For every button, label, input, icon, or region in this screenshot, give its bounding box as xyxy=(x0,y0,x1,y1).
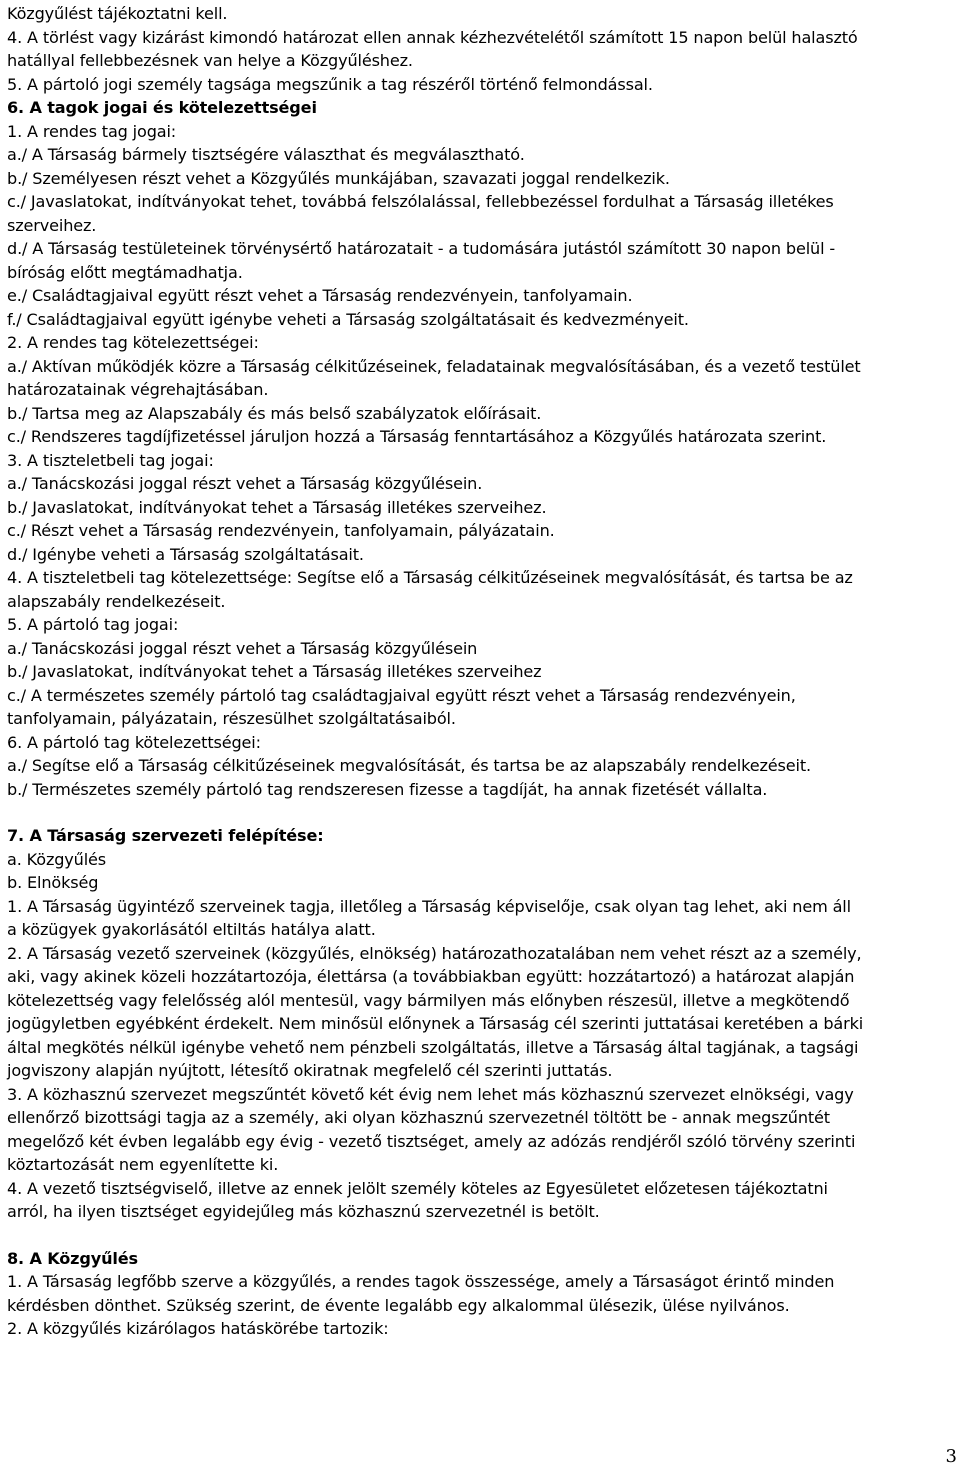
text-line: 1. A Társaság legfőbb szerve a közgyűlés, a rendes tagok összessége, amely a Társaságot érintő minden xyxy=(7,1272,835,1291)
text-line: b./ Természetes személy pártoló tag rendszeresen fizesse a tagdíját, ha annak fizetését vállalta. xyxy=(7,779,768,799)
text-line: 2. A közgyűlés kizárólagos hatáskörébe tartozik: xyxy=(7,1319,389,1338)
text-line: a. Közgyűlés xyxy=(7,849,107,869)
page-number: 3 xyxy=(945,1446,957,1467)
text-line: c./ Rendszeres tagdíjfizetéssel járuljon hozzá a Társaság fenntartásához a Közgyűlés határozata szerint. xyxy=(7,427,827,446)
text-line: c./ Részt vehet a Társaság rendezvényein, tanfolyamain, pályázatain. xyxy=(7,521,555,540)
paragraph-gap xyxy=(7,1224,953,1247)
text-line: tanfolyamain, pályázatain, részesülhet szolgáltatásaiból. xyxy=(7,709,456,728)
text-line: aki, vagy akinek közeli hozzátartozója, élettársa (a továbbiakban együtt: hozzátartozó) a határozat alapján xyxy=(7,967,855,986)
text-line: b./ Személyesen részt vehet a Közgyűlés munkájában, szavazati joggal rendelkezik. xyxy=(7,168,670,188)
text-line: c./ Javaslatokat, indítványokat tehet, továbbá felszólalással, fellebbezéssel fordulhat a Társaság illetékes xyxy=(7,192,834,211)
text-line: jogviszony alapján nyújtott, létesítő okiratnak megfelelő cél szerinti juttatás. xyxy=(7,1061,613,1080)
text-line: b. Elnökség xyxy=(7,873,99,892)
text-line: a közügyek gyakorlásától eltiltás hatálya alatt. xyxy=(7,920,376,939)
text-line: a./ Tanácskozási joggal részt vehet a Társaság közgyűlésein xyxy=(7,638,478,658)
text-line: jogügyletben egyébként érdekelt. Nem minősül előnynek a Társaság cél szerinti juttatásai keretében a bárki xyxy=(7,1014,864,1033)
text-line: b./ Javaslatokat, indítványokat tehet a Társaság illetékes szerveihez xyxy=(7,662,542,681)
text-line: kötelezettség vagy felelősség alól mentesül, vagy bármilyen más előnyben részesül, illetve a megkötendő xyxy=(7,990,850,1010)
text-line: 4. A vezető tisztségviselő, illetve az ennek jelölt személy köteles az Egyesületet előzetesen tájékoztatni xyxy=(7,1178,828,1198)
text-line: b./ Tartsa meg az Alapszabály és más belső szabályzatok előírásait. xyxy=(7,403,542,423)
text-line: bíróság előtt megtámadhatja. xyxy=(7,262,243,282)
text-line: f./ Családtagjaival együtt igénybe veheti a Társaság szolgáltatásait és kedvezményeit. xyxy=(7,309,689,329)
text-line: 4. A törlést vagy kizárást kimondó határozat ellen annak kézhezvételétől számított 15 napon belül halasztó xyxy=(7,27,858,47)
text-line: 5. A pártoló tag jogai: xyxy=(7,615,179,634)
text-line: 4. A tiszteletbeli tag kötelezettsége: Segítse elő a Társaság célkitűzéseinek megvalósítását, és tartsa be az xyxy=(7,568,853,587)
paragraph-gap xyxy=(7,801,953,824)
text-line: a./ Aktívan működjék közre a Társaság célkitűzéseinek, feladatainak megvalósításában, és a vezető testület xyxy=(7,356,861,376)
section-heading: 7. A Társaság szervezeti felépítése: xyxy=(7,826,324,845)
text-line: 3. A közhasznú szervezet megszűntét követő két évig nem lehet más közhasznú szervezet elnökségi, vagy xyxy=(7,1084,854,1104)
text-line: ellenőrző bizottsági tagja az a személy, aki olyan közhasznú szervezetnél töltött be - annak megszűntét xyxy=(7,1108,830,1127)
text-line: szerveihez. xyxy=(7,215,97,235)
text-line: arról, ha ilyen tisztséget egyidejűleg más közhasznú szervezetnél is betölt. xyxy=(7,1202,600,1221)
section-heading: 8. A Közgyűlés xyxy=(7,1248,138,1268)
text-line: megelőző két évben legalább egy évig - vezető tisztséget, amely az adózás rendjéről szóló törvény szerinti xyxy=(7,1131,856,1151)
text-line: alapszabály rendelkezéseit. xyxy=(7,591,226,611)
text-line: d./ A Társaság testületeinek törvénysértő határozatait - a tudomására jutástól számított 30 napon belül - xyxy=(7,239,836,258)
text-line: 2. A Társaság vezető szerveinek (közgyűlés, elnökség) határozathozatalában nem vehet részt az a személy, xyxy=(7,943,862,963)
text-line: d./ Igénybe veheti a Társaság szolgáltatásait. xyxy=(7,544,364,564)
text-line: a./ Tanácskozási joggal részt vehet a Társaság közgyűlésein. xyxy=(7,474,483,493)
section-heading: 6. A tagok jogai és kötelezettségei xyxy=(7,98,317,117)
text-line: c./ A természetes személy pártoló tag családtagjaival együtt részt vehet a Társaság rendezvényein, xyxy=(7,685,796,705)
text-line: Közgyűlést tájékoztatni kell. xyxy=(7,4,228,23)
text-line: által megkötés nélkül igénybe vehető nem pénzbeli szolgáltatás, illetve a Társaság által tagjának, a tagsági xyxy=(7,1037,859,1057)
document-body xyxy=(7,2,953,1341)
text-line: határozatainak végrehajtásában. xyxy=(7,380,269,399)
text-line: b./ Javaslatokat, indítványokat tehet a Társaság illetékes szerveihez. xyxy=(7,497,547,517)
text-line: a./ A Társaság bármely tisztségére választhat és megválasztható. xyxy=(7,145,525,164)
text-line: hatállyal fellebbezésnek van helye a Közgyűléshez. xyxy=(7,51,413,70)
text-line: e./ Családtagjaival együtt részt vehet a Társaság rendezvényein, tanfolyamain. xyxy=(7,286,633,305)
text-line: 1. A rendes tag jogai: xyxy=(7,121,177,141)
text-line: 5. A pártoló jogi személy tagsága megszűnik a tag részéről történő felmondással. xyxy=(7,74,653,94)
text-line: a./ Segítse elő a Társaság célkitűzéseinek megvalósítását, és tartsa be az alapszabály rendelkezéseit. xyxy=(7,756,811,775)
text-line: 6. A pártoló tag kötelezettségei: xyxy=(7,732,261,752)
text-line: kérdésben dönthet. Szükség szerint, de évente legalább egy alkalommal ülésezik, ülése nyilvános. xyxy=(7,1295,790,1315)
text-line: köztartozását nem egyenlítette ki. xyxy=(7,1155,279,1174)
text-line: 2. A rendes tag kötelezettségei: xyxy=(7,333,259,352)
text-line: 3. A tiszteletbeli tag jogai: xyxy=(7,450,214,470)
text-line: 1. A Társaság ügyintéző szerveinek tagja, illetőleg a Társaság képviselője, csak olyan tag lehet, aki nem áll xyxy=(7,896,851,916)
